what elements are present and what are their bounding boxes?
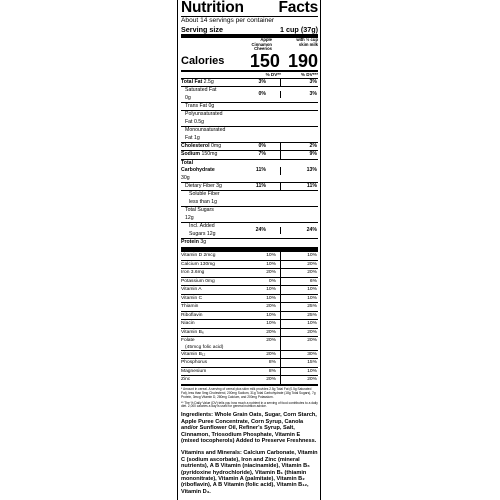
- nutrient-name: Dietary Fiber: [185, 183, 215, 190]
- vitamin-row: [181, 260, 318, 269]
- nutrient-label: [181, 239, 222, 246]
- vitamin-dv-col1: 10%: [266, 287, 276, 293]
- vitamin-dv-col2: 15%: [280, 359, 318, 367]
- vitamin-label: [181, 269, 256, 277]
- vitamin-name: Calcium: [181, 261, 199, 267]
- vitamin-dv-col2: 20%: [280, 376, 318, 384]
- calories-label: Calories: [181, 54, 225, 67]
- vitamin-dv-col1: 8%: [268, 360, 276, 366]
- nutrient-label: [181, 79, 222, 86]
- nutrient-amount: 12g: [185, 214, 194, 221]
- calories-col1: 150: [249, 50, 280, 71]
- nutrient-dv-col1: 3%: [258, 78, 266, 85]
- nutrient-label: [181, 111, 223, 126]
- vitamin-label: [181, 312, 256, 320]
- ingredients-text: Ingredients: Whole Grain Oats, Sugar, Corn Starch, Apple Puree Concentrate, Corn Syrup, Canola and/or Sunflower Oil, Refiner's Syrup, Salt, Cinnamon, Triosodium Phosphate, Vitamin E (mixed tocopherols) Added to Preserve Freshness.: [181, 412, 317, 444]
- nutrient-name: Total Fat: [181, 78, 203, 85]
- vitamin-row: [181, 375, 318, 384]
- vitamin-name: Vitamin D: [181, 253, 203, 259]
- nutrient-amount: 1g: [192, 134, 200, 141]
- vitamin-label: [181, 295, 256, 303]
- nutrition-facts-panel: [177, 0, 321, 500]
- vitamin-amount: 3.6mg: [190, 270, 205, 276]
- vitamin-label: [181, 320, 256, 328]
- nutrient-label: [181, 143, 222, 150]
- nutrient-label: [181, 151, 222, 158]
- nutrient-label: [181, 207, 222, 222]
- nutrient-label: [181, 103, 222, 110]
- vitamin-name: Thiamin: [181, 304, 199, 310]
- nutrient-row: [181, 222, 318, 238]
- nutrient-label: [181, 160, 222, 182]
- vitamin-dv-col2: 6%: [280, 278, 318, 286]
- vitamin-dv-col2: 10%: [280, 286, 318, 294]
- nutrient-label: [181, 127, 225, 142]
- vitamins-table: [181, 251, 318, 384]
- vitamin-name: Vitamin C: [181, 295, 203, 301]
- serving-size-value: 1 cup (37g): [280, 25, 318, 34]
- vitamin-dv-col1: 20%: [266, 377, 276, 383]
- footnote: * Amount in cereal. A serving of cereal plus skim milk provides 2.5g Total Fat (0.5g Saturated Fat), less than 5mg Cholesterol, 200mg Sodium, 31g Total Carbohydrate (18g Total Sugars), 7g Protein, 3mcg Vitamin D, 280mg Calcium, and 200mg Potassium.: [181, 386, 316, 399]
- nutrient-name: Saturated Fat: [185, 87, 217, 94]
- vitamin-name: Folate: [181, 338, 195, 344]
- vitamin-dv-col2: 20%: [280, 269, 318, 277]
- nutrient-name: Sodium: [181, 151, 201, 158]
- vitamin-name: Iron: [181, 270, 190, 276]
- vitamin-name: Phosphorus: [181, 360, 208, 366]
- nutrient-row: [181, 78, 318, 86]
- nutrient-row: [181, 190, 318, 206]
- nutrient-dv-col1: 0%: [258, 143, 266, 150]
- vitamin-dv-col1: 20%: [266, 304, 276, 310]
- vitamin-dv-col2: 20%: [280, 329, 318, 337]
- nutrient-row: [181, 126, 318, 142]
- nutrient-name: Monounsaturated Fat: [185, 127, 226, 141]
- nutrient-row: [181, 150, 318, 158]
- vitamin-name: Potassium: [181, 278, 204, 284]
- nutrient-amount: less than 1g: [189, 198, 217, 205]
- nutrient-label: [181, 183, 222, 190]
- nutrient-dv-col1: 24%: [255, 226, 266, 233]
- nutrient-row: [181, 110, 318, 126]
- nutrient-row: [181, 102, 318, 110]
- vitamin-label: [181, 368, 256, 376]
- nutrient-label: [181, 223, 222, 238]
- nutrient-name: Total Sugars: [185, 207, 214, 214]
- calories-col2: 190: [287, 50, 318, 71]
- vitamin-row: [181, 367, 318, 376]
- vitamin-label: [181, 252, 256, 260]
- vitamin-label: [181, 286, 256, 294]
- nutrient-amount: 12g: [205, 230, 216, 237]
- nutrients-table: [181, 78, 318, 247]
- nutrient-name: Trans Fat: [185, 103, 208, 109]
- nutrient-amount: 30g: [181, 174, 190, 181]
- vitamin-dv-col2: 30%: [280, 351, 318, 359]
- serving-size-row: [181, 25, 318, 34]
- vitamin-row: [181, 268, 318, 277]
- nutrient-dv-col2: 9%: [280, 151, 318, 158]
- nutrient-name: Cholesterol: [181, 143, 210, 150]
- vitamin-name: Zinc: [181, 377, 191, 383]
- nutrient-amount: 0.5g: [192, 118, 205, 125]
- title-left: Nutrition: [181, 0, 244, 16]
- nutrient-row: [181, 206, 318, 222]
- vitamin-dv-col2: 25%: [280, 303, 318, 311]
- footnote: ** The % Daily Value (DV) tells you how much a nutrient in a serving of food contributes to a daily diet. 2,000 calories a day is used for general nutrition advice.: [181, 400, 318, 409]
- dv-header-col1: % DV**: [265, 71, 281, 77]
- nutrient-amount: 3g: [214, 183, 222, 190]
- nutrient-amount: 150mg: [200, 151, 218, 158]
- vitamin-dv-col2: 20%: [280, 261, 318, 269]
- nutrient-dv-col2: 3%: [280, 79, 318, 86]
- vitamin-dv-col1: 0%: [268, 278, 276, 284]
- nutrient-dv-col2: 13%: [280, 167, 318, 174]
- vitamin-label: [181, 376, 256, 384]
- vitamin-row: [181, 358, 318, 367]
- vitamin-amount: 0mg: [205, 278, 215, 284]
- vitamin-label: [181, 337, 256, 350]
- vitamin-dv-col1: 10%: [266, 321, 276, 327]
- nutrient-name: Protein: [181, 238, 199, 245]
- vitamin-dv-col1: 10%: [266, 261, 276, 267]
- vitamin-name: Magnesium: [181, 368, 207, 374]
- nutrient-amount: 0g: [185, 94, 191, 101]
- vitamin-label: [181, 329, 256, 337]
- nutrient-name: Polyunsaturated Fat: [185, 111, 223, 125]
- vitamin-label: [181, 278, 256, 286]
- nutrient-amount: 2.5g: [202, 78, 214, 85]
- vitamin-sub: (45mcg folic acid): [185, 344, 224, 350]
- footnotes: [181, 388, 318, 410]
- vitamin-row: [181, 328, 318, 337]
- nutrient-amount: 3g: [198, 238, 207, 245]
- vitamin-dv-col2: 25%: [280, 312, 318, 320]
- serving-size-label: Serving size: [181, 25, 223, 34]
- nutrient-row: [181, 142, 318, 150]
- vitamin-dv-col2: 10%: [280, 295, 318, 303]
- vitamin-amount: 2mcg: [203, 253, 216, 259]
- vitamin-dv-col2: 10%: [280, 252, 318, 260]
- nutrient-dv-col1: 11%: [255, 183, 266, 190]
- nutrient-amount: 0mg: [209, 143, 222, 150]
- vitamin-amount: 130mg: [200, 261, 215, 267]
- vitamin-dv-col2: 10%: [280, 368, 318, 376]
- nutrient-row: [181, 86, 318, 102]
- nutrient-dv-col1: 0%: [258, 90, 266, 97]
- nutrient-name: Soluble Fiber: [189, 191, 220, 198]
- vitamin-row: [181, 285, 318, 294]
- nutrient-amount: 0g: [207, 103, 215, 109]
- nutrient-dv-col2: 24%: [280, 227, 318, 234]
- vitamin-name: Niacin: [181, 321, 195, 327]
- vitamin-row: [181, 311, 318, 320]
- vitamin-dv-col1: 20%: [266, 270, 276, 276]
- vitamin-row: [181, 302, 318, 311]
- nutrient-dv-col2: 2%: [280, 143, 318, 150]
- vitamin-row: [181, 336, 318, 350]
- vitamin-name: Vitamin B₆: [181, 329, 204, 335]
- vitamin-dv-col2: 10%: [280, 320, 318, 328]
- title-right: Facts: [278, 0, 318, 16]
- nutrient-dv-col1: 7%: [258, 151, 266, 158]
- vitamin-name: Riboflavin: [181, 312, 203, 318]
- vitamin-dv-col1: 8%: [268, 368, 276, 374]
- nutrient-row: [181, 182, 318, 190]
- nutrient-dv-col2: 3%: [280, 91, 318, 98]
- vitamin-row: [181, 350, 318, 359]
- dv-header-col2: % DV***: [300, 71, 318, 77]
- vitamin-name: Vitamin A: [181, 287, 202, 293]
- nutrient-row: [181, 238, 318, 246]
- nutrient-name: Total Carbohydrate: [181, 159, 215, 174]
- calories-row: [181, 52, 318, 70]
- vitamin-name: Vitamin B₁₂: [181, 351, 206, 357]
- nutrient-name: Incl. Added Sugars: [189, 223, 215, 237]
- column-headers: [181, 38, 318, 52]
- nutrition-facts-title: [181, 0, 318, 16]
- nutrient-dv-col2: 11%: [280, 183, 318, 190]
- nutrient-row: [181, 159, 318, 182]
- vitamin-dv-col2: 20%: [280, 337, 318, 350]
- vitamin-label: [181, 261, 256, 269]
- vitamin-row: [181, 251, 318, 260]
- vitamin-dv-col1: 20%: [266, 351, 276, 357]
- nutrient-label: [181, 191, 222, 206]
- vitamin-row: [181, 277, 318, 286]
- nutrient-dv-col1: 11%: [255, 167, 266, 174]
- vitamin-label: [181, 359, 256, 367]
- servings-per-container: About 14 servings per container: [181, 17, 275, 24]
- nutrient-label: [181, 87, 222, 102]
- col1-header: Apple Cinnamon Cheerios: [251, 37, 272, 52]
- vitamin-dv-col1: 20%: [266, 338, 276, 344]
- vitamins-minerals-text: Vitamins and Minerals: Calcium Carbonate, Vitamin C (sodium ascorbate), Iron and Zinc (mineral nutrients), A B Vitamin (niacinamide), Vitamin B₆ (pyridoxine hydrochloride), Vitamin B₁ (thiamin mononitrate), Vitamin A (palmitate), Vitamin B₂ (riboflavin), A B Vitamin (folic acid), Vitamin B₁₂, Vitamin D₃.: [181, 450, 318, 495]
- vitamin-dv-col1: 20%: [266, 329, 276, 335]
- vitamin-row: [181, 294, 318, 303]
- vitamin-label: [181, 351, 256, 359]
- vitamin-dv-col1: 10%: [266, 253, 276, 259]
- vitamin-label: [181, 303, 256, 311]
- vitamin-row: [181, 319, 318, 328]
- col2-header: with ½ cup skim milk: [296, 37, 318, 47]
- vitamin-dv-col1: 10%: [266, 295, 276, 301]
- vitamin-dv-col1: 10%: [266, 312, 276, 318]
